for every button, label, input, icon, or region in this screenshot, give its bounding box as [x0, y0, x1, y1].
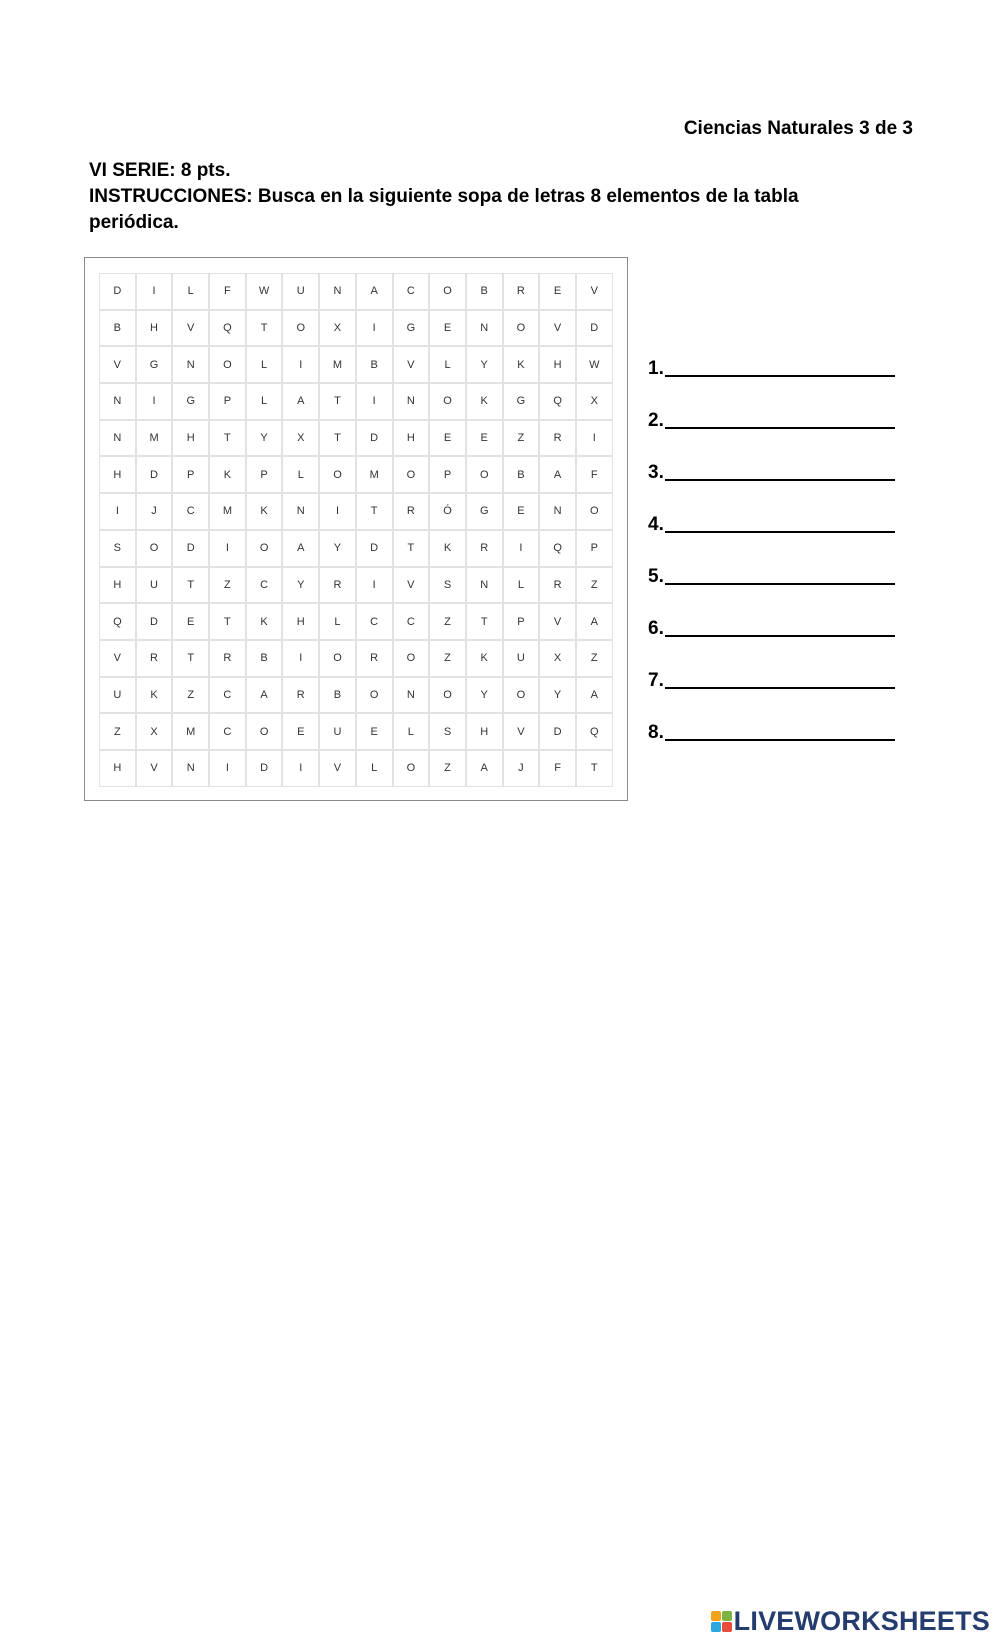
puzzle-cell[interactable]: K	[209, 456, 246, 493]
puzzle-cell[interactable]: L	[429, 346, 466, 383]
puzzle-cell[interactable]: L	[246, 383, 283, 420]
puzzle-cell[interactable]: C	[172, 493, 209, 530]
answer-number: 8.	[648, 722, 664, 743]
answer-number: 4.	[648, 514, 664, 535]
puzzle-cell[interactable]: T	[246, 310, 283, 347]
puzzle-cell[interactable]: Z	[172, 677, 209, 714]
puzzle-cell[interactable]: N	[393, 383, 430, 420]
puzzle-cell[interactable]: V	[539, 310, 576, 347]
puzzle-cell[interactable]: M	[209, 493, 246, 530]
puzzle-cell[interactable]: P	[172, 456, 209, 493]
answer-input[interactable]	[665, 463, 895, 481]
puzzle-cell[interactable]: M	[136, 420, 173, 457]
answer-list	[648, 327, 898, 743]
puzzle-cell[interactable]: P	[246, 456, 283, 493]
puzzle-cell[interactable]: C	[393, 603, 430, 640]
puzzle-cell[interactable]: W	[246, 273, 283, 310]
puzzle-cell[interactable]: K	[466, 383, 503, 420]
puzzle-cell[interactable]: K	[136, 677, 173, 714]
puzzle-cell[interactable]: I	[209, 530, 246, 567]
puzzle-cell[interactable]: U	[136, 567, 173, 604]
puzzle-cell[interactable]: A	[356, 273, 393, 310]
puzzle-cell[interactable]: I	[356, 383, 393, 420]
puzzle-cell[interactable]: D	[136, 603, 173, 640]
puzzle-cell[interactable]: O	[209, 346, 246, 383]
puzzle-cell[interactable]: G	[466, 493, 503, 530]
puzzle-cell[interactable]: O	[282, 310, 319, 347]
puzzle-cell[interactable]: N	[172, 750, 209, 787]
puzzle-cell[interactable]: I	[282, 640, 319, 677]
answer-input[interactable]	[665, 723, 895, 741]
puzzle-cell[interactable]: X	[282, 420, 319, 457]
answer-line	[648, 483, 898, 535]
puzzle-cell[interactable]: U	[319, 713, 356, 750]
answer-line	[648, 379, 898, 431]
puzzle-cell[interactable]: O	[503, 677, 540, 714]
puzzle-cell[interactable]: E	[356, 713, 393, 750]
puzzle-cell[interactable]: B	[99, 310, 136, 347]
answer-number: 1.	[648, 358, 664, 379]
puzzle-cell[interactable]: Ó	[429, 493, 466, 530]
puzzle-cell[interactable]: N	[99, 383, 136, 420]
puzzle-cell[interactable]: O	[246, 530, 283, 567]
puzzle-cell[interactable]: V	[99, 346, 136, 383]
puzzle-cell[interactable]: Z	[209, 567, 246, 604]
answer-line	[648, 327, 898, 379]
puzzle-cell[interactable]: F	[539, 750, 576, 787]
puzzle-cell[interactable]: H	[393, 420, 430, 457]
puzzle-cell[interactable]: J	[503, 750, 540, 787]
puzzle-cell[interactable]: R	[356, 640, 393, 677]
puzzle-cell[interactable]: E	[282, 713, 319, 750]
puzzle-cell[interactable]: H	[136, 310, 173, 347]
answer-line	[648, 431, 898, 483]
puzzle-cell[interactable]: T	[172, 640, 209, 677]
puzzle-cell[interactable]: G	[172, 383, 209, 420]
puzzle-cell[interactable]: T	[356, 493, 393, 530]
puzzle-cell[interactable]: V	[393, 567, 430, 604]
puzzle-cell[interactable]: D	[539, 713, 576, 750]
puzzle-cell[interactable]: H	[172, 420, 209, 457]
instructions-text: INSTRUCCIONES: Busca en la siguiente sopa de letras 8 elementos de la tabla periódica.	[89, 186, 799, 233]
puzzle-cell[interactable]: D	[172, 530, 209, 567]
logo-square-icon	[711, 1611, 721, 1621]
puzzle-cell[interactable]: H	[466, 713, 503, 750]
puzzle-cell[interactable]: E	[503, 493, 540, 530]
puzzle-cell[interactable]: L	[246, 346, 283, 383]
puzzle-cell[interactable]: R	[539, 567, 576, 604]
puzzle-cell[interactable]: J	[136, 493, 173, 530]
puzzle-cell[interactable]: T	[209, 420, 246, 457]
puzzle-cell[interactable]: K	[466, 640, 503, 677]
puzzle-cell[interactable]: E	[172, 603, 209, 640]
puzzle-cell[interactable]: A	[282, 383, 319, 420]
puzzle-cell[interactable]: P	[209, 383, 246, 420]
subject-heading: Ciencias Naturales 3 de 3	[683, 118, 913, 139]
puzzle-cell[interactable]: I	[576, 420, 613, 457]
puzzle-cell[interactable]: D	[246, 750, 283, 787]
puzzle-cell[interactable]: U	[99, 677, 136, 714]
puzzle-cell[interactable]: L	[503, 567, 540, 604]
puzzle-cell[interactable]: N	[466, 567, 503, 604]
puzzle-cell[interactable]: V	[503, 713, 540, 750]
answer-line	[648, 587, 898, 639]
puzzle-cell[interactable]: M	[172, 713, 209, 750]
puzzle-cell[interactable]: R	[136, 640, 173, 677]
puzzle-cell[interactable]: V	[393, 346, 430, 383]
puzzle-cell[interactable]: M	[356, 456, 393, 493]
puzzle-cell[interactable]: T	[209, 603, 246, 640]
logo-square-icon	[722, 1622, 732, 1632]
puzzle-cell[interactable]: X	[576, 383, 613, 420]
answer-number: 2.	[648, 410, 664, 431]
puzzle-cell[interactable]: T	[172, 567, 209, 604]
puzzle-cell[interactable]: A	[576, 603, 613, 640]
answer-input[interactable]	[665, 619, 895, 637]
puzzle-cell[interactable]: M	[319, 346, 356, 383]
puzzle-cell[interactable]: E	[429, 420, 466, 457]
puzzle-cell[interactable]: H	[99, 750, 136, 787]
puzzle-cell[interactable]: G	[393, 310, 430, 347]
puzzle-cell[interactable]: S	[429, 567, 466, 604]
puzzle-cell[interactable]: Y	[319, 530, 356, 567]
puzzle-cell[interactable]: O	[319, 456, 356, 493]
puzzle-cell[interactable]: I	[503, 530, 540, 567]
puzzle-cell[interactable]: A	[246, 677, 283, 714]
answer-line	[648, 691, 898, 743]
puzzle-cell[interactable]: Z	[429, 603, 466, 640]
puzzle-cell[interactable]: Z	[503, 420, 540, 457]
puzzle-cell[interactable]: N	[172, 346, 209, 383]
answer-number: 5.	[648, 566, 664, 587]
puzzle-cell[interactable]: R	[282, 677, 319, 714]
answer-input[interactable]	[665, 411, 895, 429]
puzzle-cell[interactable]: Y	[466, 677, 503, 714]
puzzle-cell[interactable]: B	[503, 456, 540, 493]
puzzle-cell[interactable]: Q	[539, 530, 576, 567]
puzzle-cell[interactable]: I	[356, 310, 393, 347]
puzzle-cell[interactable]: C	[356, 603, 393, 640]
puzzle-cell[interactable]: T	[393, 530, 430, 567]
puzzle-cell[interactable]: Q	[209, 310, 246, 347]
puzzle-cell[interactable]: I	[282, 346, 319, 383]
puzzle-cell[interactable]: Z	[429, 750, 466, 787]
puzzle-cell[interactable]: B	[356, 346, 393, 383]
puzzle-cell[interactable]: A	[282, 530, 319, 567]
puzzle-cell[interactable]: K	[503, 346, 540, 383]
puzzle-cell[interactable]: I	[99, 493, 136, 530]
puzzle-cell[interactable]: N	[282, 493, 319, 530]
puzzle-cell[interactable]: Q	[576, 713, 613, 750]
puzzle-cell[interactable]: U	[282, 273, 319, 310]
puzzle-cell[interactable]: O	[466, 456, 503, 493]
answer-input[interactable]	[665, 567, 895, 585]
puzzle-cell[interactable]: B	[319, 677, 356, 714]
puzzle-cell[interactable]: T	[319, 383, 356, 420]
puzzle-cell[interactable]: O	[319, 640, 356, 677]
puzzle-cell[interactable]: N	[99, 420, 136, 457]
puzzle-cell[interactable]: Q	[539, 383, 576, 420]
puzzle-cell[interactable]: X	[539, 640, 576, 677]
puzzle-cell[interactable]: L	[319, 603, 356, 640]
puzzle-cell[interactable]: K	[246, 493, 283, 530]
puzzle-cell[interactable]: C	[246, 567, 283, 604]
answer-line	[648, 639, 898, 691]
puzzle-cell[interactable]: H	[99, 567, 136, 604]
puzzle-cell[interactable]: O	[429, 383, 466, 420]
puzzle-cell[interactable]: A	[466, 750, 503, 787]
puzzle-cell[interactable]: I	[282, 750, 319, 787]
puzzle-cell[interactable]: O	[393, 456, 430, 493]
answer-input[interactable]	[665, 671, 895, 689]
section-title: VI SERIE: 8 pts.	[89, 160, 231, 181]
puzzle-cell[interactable]: B	[466, 273, 503, 310]
answer-input[interactable]	[665, 515, 895, 533]
puzzle-cell[interactable]: H	[539, 346, 576, 383]
puzzle-cell[interactable]: O	[136, 530, 173, 567]
puzzle-cell[interactable]: K	[246, 603, 283, 640]
puzzle-cell[interactable]: C	[393, 273, 430, 310]
puzzle-cell[interactable]: R	[393, 493, 430, 530]
puzzle-cell[interactable]: Z	[576, 640, 613, 677]
puzzle-cell[interactable]: O	[429, 273, 466, 310]
puzzle-cell[interactable]: P	[429, 456, 466, 493]
puzzle-cell[interactable]: O	[429, 677, 466, 714]
puzzle-cell[interactable]: O	[356, 677, 393, 714]
answer-number: 3.	[648, 462, 664, 483]
puzzle-cell[interactable]: I	[136, 273, 173, 310]
puzzle-cell[interactable]: L	[282, 456, 319, 493]
puzzle-cell[interactable]: D	[136, 456, 173, 493]
puzzle-cell[interactable]: L	[393, 713, 430, 750]
answer-number: 7.	[648, 670, 664, 691]
puzzle-cell[interactable]: T	[466, 603, 503, 640]
puzzle-cell[interactable]: X	[136, 713, 173, 750]
puzzle-cell[interactable]: R	[209, 640, 246, 677]
puzzle-cell[interactable]: U	[503, 640, 540, 677]
puzzle-cell[interactable]: P	[503, 603, 540, 640]
puzzle-cell[interactable]: E	[539, 273, 576, 310]
answer-number: 6.	[648, 618, 664, 639]
puzzle-cell[interactable]: O	[576, 493, 613, 530]
puzzle-cell[interactable]: Y	[539, 677, 576, 714]
puzzle-cell[interactable]: D	[356, 420, 393, 457]
brand-name: LIVEWORKSHEETS	[733, 1606, 990, 1636]
puzzle-cell[interactable]: G	[503, 383, 540, 420]
answer-line	[648, 535, 898, 587]
liveworksheets-logo-mark	[711, 1611, 732, 1632]
puzzle-cell[interactable]: A	[576, 677, 613, 714]
puzzle-cell[interactable]: O	[393, 750, 430, 787]
puzzle-cell[interactable]: Q	[99, 603, 136, 640]
puzzle-cell[interactable]: Y	[246, 420, 283, 457]
puzzle-cell[interactable]: L	[356, 750, 393, 787]
puzzle-cell[interactable]: P	[576, 530, 613, 567]
puzzle-cell[interactable]: T	[576, 750, 613, 787]
puzzle-cell[interactable]: S	[429, 713, 466, 750]
puzzle-cell[interactable]: L	[172, 273, 209, 310]
puzzle-cell[interactable]: V	[319, 750, 356, 787]
puzzle-cell[interactable]: E	[466, 420, 503, 457]
puzzle-cell[interactable]: B	[246, 640, 283, 677]
puzzle-cell[interactable]: O	[503, 310, 540, 347]
puzzle-cell[interactable]: D	[99, 273, 136, 310]
puzzle-cell[interactable]: N	[466, 310, 503, 347]
puzzle-cell[interactable]: I	[319, 493, 356, 530]
puzzle-cell[interactable]: N	[393, 677, 430, 714]
puzzle-cell[interactable]: O	[393, 640, 430, 677]
puzzle-cell[interactable]: R	[539, 420, 576, 457]
puzzle-cell[interactable]: I	[356, 567, 393, 604]
puzzle-cell[interactable]: Y	[282, 567, 319, 604]
puzzle-cell[interactable]: S	[99, 530, 136, 567]
answer-input[interactable]	[665, 359, 895, 377]
logo-square-icon	[711, 1622, 721, 1632]
puzzle-cell[interactable]: I	[136, 383, 173, 420]
puzzle-cell[interactable]: V	[576, 273, 613, 310]
puzzle-cell[interactable]: V	[172, 310, 209, 347]
puzzle-cell[interactable]: K	[429, 530, 466, 567]
puzzle-cell[interactable]: X	[319, 310, 356, 347]
puzzle-cell[interactable]: I	[209, 750, 246, 787]
puzzle-cell[interactable]: D	[576, 310, 613, 347]
puzzle-cell[interactable]: A	[539, 456, 576, 493]
puzzle-cell[interactable]: Z	[576, 567, 613, 604]
puzzle-cell[interactable]: V	[136, 750, 173, 787]
puzzle-cell[interactable]: H	[282, 603, 319, 640]
puzzle-cell[interactable]: Z	[429, 640, 466, 677]
puzzle-cell[interactable]: W	[576, 346, 613, 383]
puzzle-cell[interactable]: V	[539, 603, 576, 640]
puzzle-cell[interactable]: F	[209, 273, 246, 310]
puzzle-cell[interactable]: R	[466, 530, 503, 567]
puzzle-cell[interactable]: R	[503, 273, 540, 310]
puzzle-cell[interactable]: Y	[466, 346, 503, 383]
puzzle-cell[interactable]: C	[209, 677, 246, 714]
puzzle-cell[interactable]: D	[356, 530, 393, 567]
puzzle-cell[interactable]: C	[209, 713, 246, 750]
puzzle-cell[interactable]: F	[576, 456, 613, 493]
puzzle-cell[interactable]: O	[246, 713, 283, 750]
puzzle-cell[interactable]: Z	[99, 713, 136, 750]
puzzle-cell[interactable]: E	[429, 310, 466, 347]
logo-square-icon	[722, 1611, 732, 1621]
puzzle-cell[interactable]: V	[99, 640, 136, 677]
word-search-puzzle	[84, 257, 628, 801]
puzzle-cell[interactable]: R	[319, 567, 356, 604]
puzzle-cell[interactable]: N	[319, 273, 356, 310]
puzzle-cell[interactable]: N	[539, 493, 576, 530]
puzzle-cell[interactable]: T	[319, 420, 356, 457]
puzzle-cell[interactable]: H	[99, 456, 136, 493]
word-search-grid	[99, 273, 613, 787]
puzzle-cell[interactable]: G	[136, 346, 173, 383]
liveworksheets-logo	[711, 1606, 990, 1637]
